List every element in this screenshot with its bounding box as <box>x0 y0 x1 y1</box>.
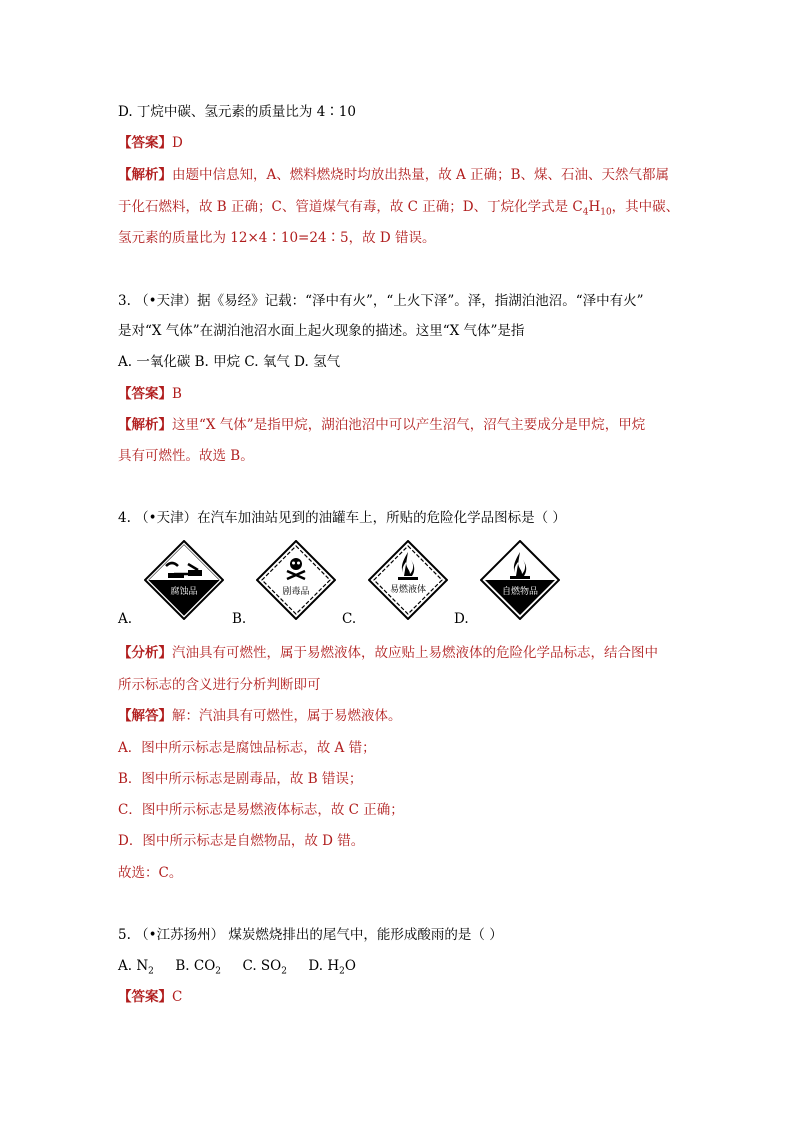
sign-label: 自燃物品 <box>501 587 539 597</box>
q4-solution-line-0 <box>118 706 402 726</box>
answer-value: C <box>172 989 183 1005</box>
analysis-text: 由题中信息知，A、燃料燃烧时均放出热量，故 A 正确；B、煤、石油、天然气都属 <box>172 167 670 183</box>
subscript: 4 <box>582 207 589 218</box>
q2-answer <box>118 133 183 153</box>
q4-analysis-line-2: 所示标志的含义进行分析判断即可 <box>118 677 321 693</box>
sign-label: 剧毒品 <box>282 587 310 597</box>
q4-solution-a: A．图中所示标志是腐蚀品标志，故 A 错； <box>118 740 376 756</box>
analysis-tag: 【解析】 <box>118 167 172 183</box>
sign-letter-d: D. <box>454 611 469 627</box>
q4-choice: 故选：C。 <box>118 865 183 881</box>
answer-tag: 【答案】 <box>118 386 172 402</box>
q4-solution-b: B．图中所示标志是剧毒品，故 B 错误； <box>118 771 363 787</box>
analysis-text: 于化石燃料，故 B 正确；C、管道煤气有毒，故 C 正确；D、丁烷化学式是 C <box>118 199 583 215</box>
flammable-liquid-sign-icon <box>368 540 448 620</box>
q3-stem-line-2: 是对“X 气体”在湖泊池沼水面上起火现象的描述。这里“X 气体”是指 <box>118 323 525 339</box>
sign-label: 腐蚀品 <box>170 587 198 597</box>
q3-stem-line-1: 3. （•天津）据《易经》记载：“泽中有火”，“上火下泽”。泽，指湖泊池沼。“泽中有火” <box>118 293 644 309</box>
toxic-sign-icon <box>256 540 336 620</box>
answer-tag: 【答案】 <box>118 135 172 151</box>
q4-solution-d: D．图中所示标志是自燃物品，故 D 错。 <box>118 833 365 849</box>
answer-tag: 【答案】 <box>118 989 172 1005</box>
q5-options <box>118 956 356 976</box>
q2-analysis-line-3: 氢元素的质量比为 12×4∶10=24∶5，故 D 错误。 <box>118 230 436 246</box>
q5-answer <box>118 987 182 1007</box>
sign-label: 易燃液体 <box>389 585 427 595</box>
sign-letter-a: A. <box>118 611 133 627</box>
q5-stem: 5. （•江苏扬州） 煤炭燃烧排出的尾气中，能形成酸雨的是（ ） <box>118 927 503 943</box>
answer-value: D <box>172 135 183 151</box>
analysis-text: 汽油具有可燃性，属于易燃液体，故应贴上易燃液体的危险化学品标志，结合图中 <box>172 645 658 661</box>
solution-text: 解：汽油具有可燃性，属于易燃液体。 <box>172 708 402 724</box>
q3-analysis-line-1 <box>118 415 645 435</box>
q5-option-c: C. $SO_2$ <box>242 958 287 977</box>
q4-solution-c: C．图中所示标志是易燃液体标志，故 C 正确； <box>118 802 404 818</box>
answer-value: B <box>172 386 182 402</box>
analysis-text: ，其中碳、 <box>611 199 680 215</box>
corrosive-sign-icon <box>144 540 224 620</box>
q5-option-a: A. $N_2$ <box>118 958 154 977</box>
q4-analysis-line-1 <box>118 643 658 663</box>
analysis-text: H <box>588 199 601 215</box>
q3-answer <box>118 384 182 404</box>
q5-option-d: D. $H_2O$ <box>308 958 356 977</box>
q2-analysis-line-1 <box>118 165 669 185</box>
spontaneous-combustion-sign-icon <box>480 540 560 620</box>
q4-stem: 4. （•天津）在汽车加油站见到的油罐车上，所贴的危险化学品图标是（ ） <box>118 510 566 526</box>
q2-option-d: D. 丁烷中碳、氢元素的质量比为 4∶10 <box>118 104 356 120</box>
q3-options: A. 一氧化碳 B. 甲烷 C. 氧气 D. 氢气 <box>118 354 341 370</box>
subscript: 10 <box>600 207 612 218</box>
q5-option-b: B. $CO_2$ <box>175 958 221 977</box>
q2-analysis-line-2 <box>118 197 679 217</box>
analysis-tag: 【分析】 <box>118 645 172 661</box>
solution-tag: 【解答】 <box>118 708 172 724</box>
analysis-text: 这里“X 气体”是指甲烷，湖泊池沼中可以产生沼气，沼气主要成分是甲烷，甲烷 <box>172 417 646 433</box>
sign-letter-b: B. <box>232 611 247 627</box>
q3-analysis-line-2: 具有可燃性。故选 B。 <box>118 448 254 464</box>
sign-letter-c: C. <box>342 611 357 627</box>
analysis-tag: 【解析】 <box>118 417 172 433</box>
